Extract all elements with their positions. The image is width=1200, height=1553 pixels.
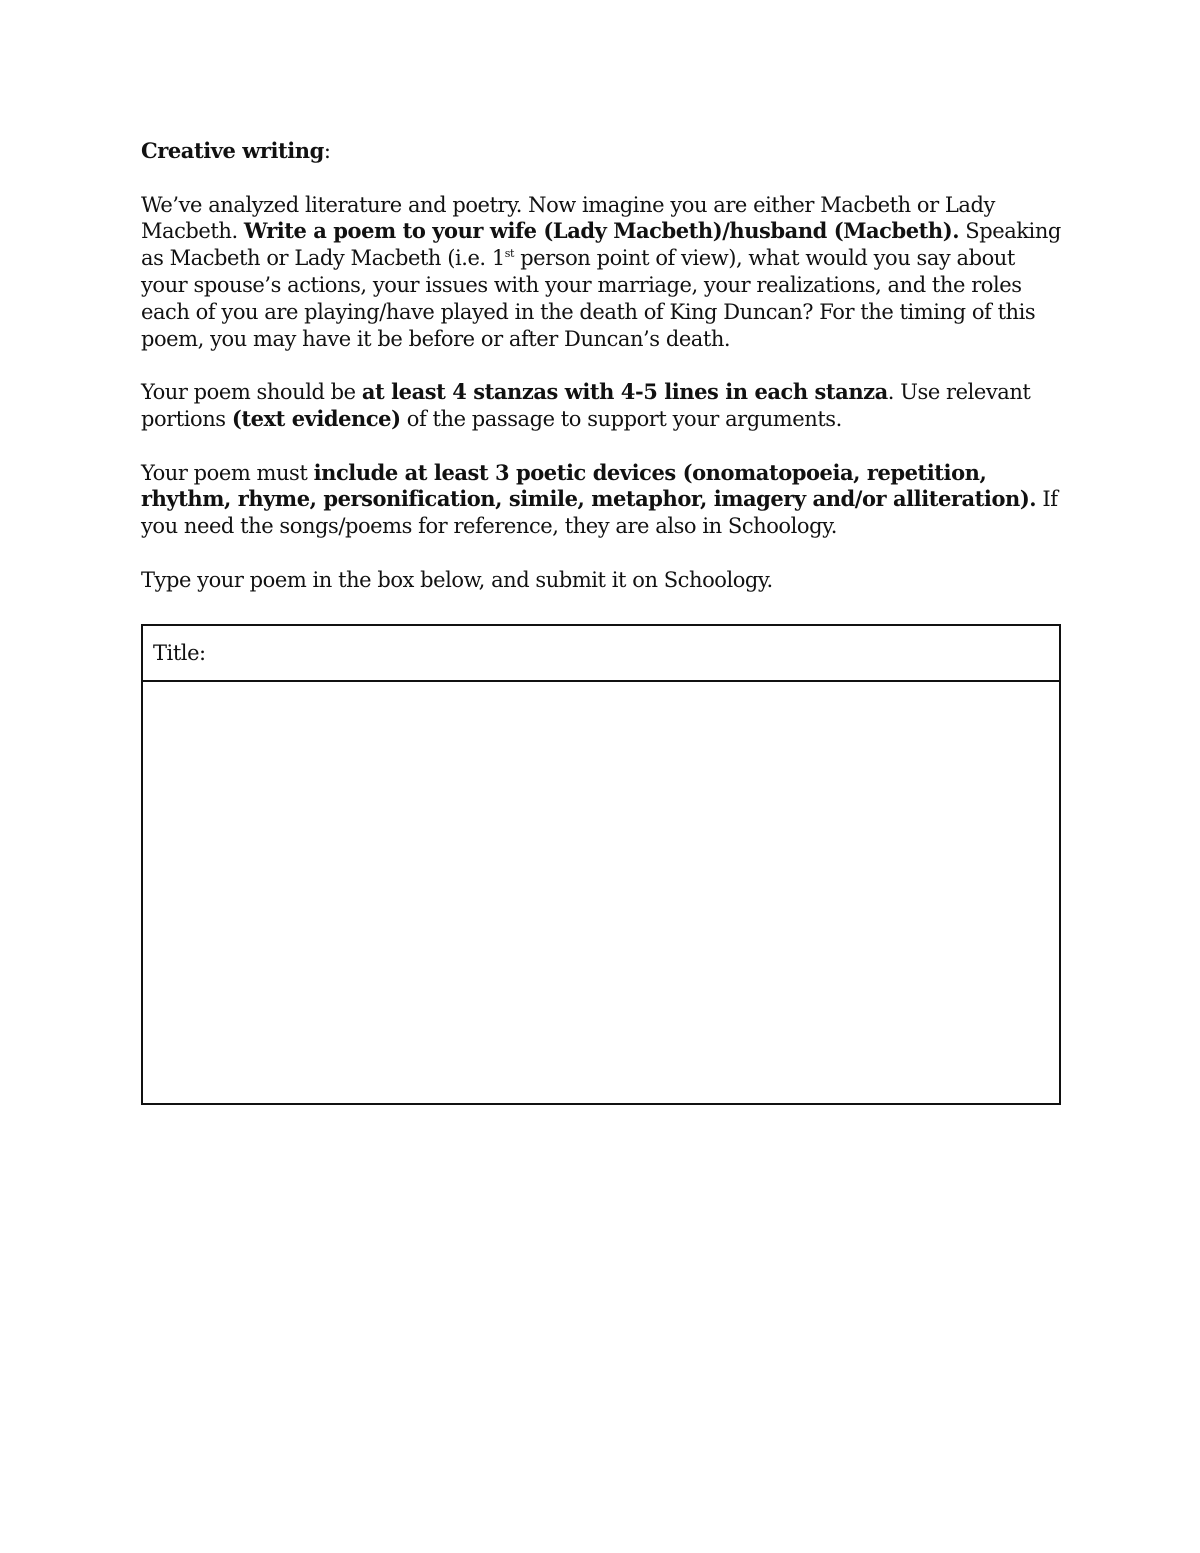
requirements-bold-stanzas: at least 4 stanzas with 4-5 lines in each stanza: [361, 379, 888, 405]
devices-text-2: If you need the songs/poems for reference, they are also in Schoology.: [141, 487, 1058, 539]
heading-line: [141, 138, 1066, 165]
heading-colon: :: [323, 139, 331, 163]
submit-instruction: Type your poem in the box below, and submit it on Schoology.: [141, 567, 773, 592]
prompt-text-1: We’ve analyzed literature and poetry. Now imagine you are either Macbeth or Lady Macbeth.: [141, 192, 995, 244]
requirements-bold-evidence: (text evidence): [231, 405, 401, 431]
prompt-text-3: person point of view), what would you say about your spouse’s actions, your issues with your marriage, your realizations, and the roles each of you are playing/have played in the death of King Duncan? For the timing of this poem, you may have it be before or after Duncan’s death.: [141, 246, 1036, 351]
requirements-text-2: . Use relevant portions: [141, 380, 1031, 431]
requirements-text-1: Your poem should be: [141, 380, 362, 405]
paragraph-requirements: [141, 379, 1066, 433]
poem-title-label: Title:: [153, 641, 206, 665]
devices-bold-list: include at least 3 poetic devices (onomatopoeia, repetition, rhythm, rhyme, personification, simile, metaphor, imagery and/or alliteration).: [141, 459, 1037, 512]
requirements-text-3: of the passage to support your arguments.: [400, 406, 842, 431]
paragraph-submit: [141, 567, 1066, 594]
devices-text-1: Your poem must: [141, 460, 314, 485]
prompt-text-2: Speaking as Macbeth or Lady Macbeth (i.e. 1: [141, 219, 1061, 271]
poem-title-row[interactable]: [143, 626, 1059, 682]
poem-body-area[interactable]: [143, 682, 1059, 1103]
poem-box: [141, 624, 1061, 1105]
ordinal-superscript: st: [504, 247, 514, 261]
paragraph-devices: [141, 460, 1066, 540]
assignment-instructions: [141, 138, 1066, 620]
prompt-bold-instruction: Write a poem to your wife (Lady Macbeth)/husband (Macbeth).: [243, 218, 960, 244]
section-heading: Creative writing: [141, 138, 324, 163]
paragraph-prompt: [141, 192, 1066, 353]
